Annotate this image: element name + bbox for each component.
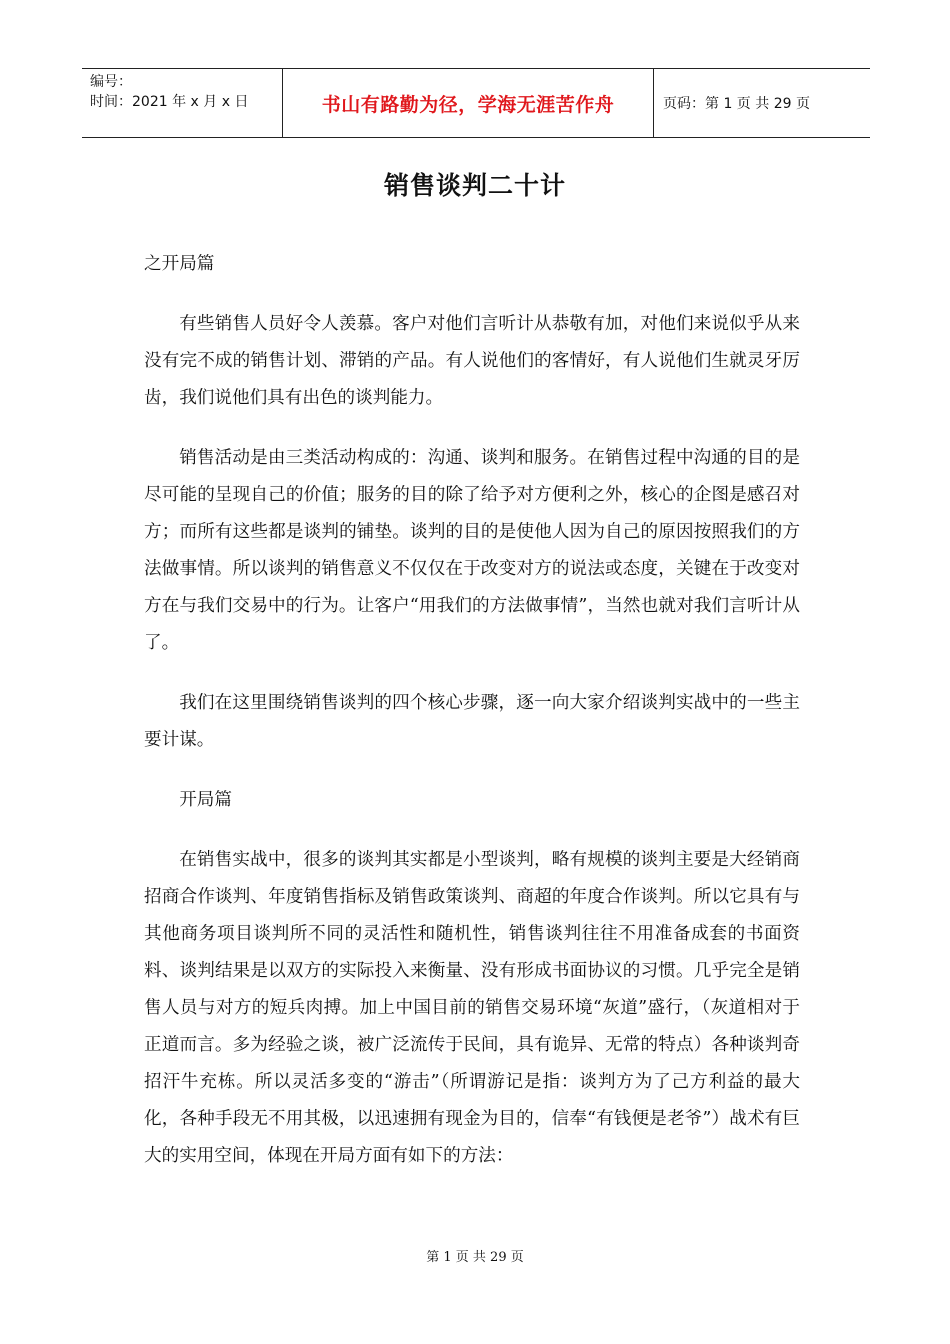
document-body [144,246,800,1198]
header-page-info: 页码：第 1 页 共 29 页 [663,96,810,112]
body-paragraph: 在销售实战中，很多的谈判其实都是小型谈判，略有规模的谈判主要是大经销商招商合作谈判、年度销售指标及销售政策谈判、商超的年度合作谈判。所以它具有与其他商务项目谈判所不同的灵活性和随机性，销售谈判往往不用准备成套的书面资料、谈判结果是以双方的实际投入来衡量、没有形成书面协议的习惯。几乎完全是销售人员与对方的短兵肉搏。加上中国目前的销售交易环境“灰道”盛行，（灰道相对于正道而言。多为经验之谈，被广泛流传于民间，具有诡异、无常的特点）各种谈判奇招汗牛充栋。所以灵活多变的“游击”（所谓游记是指：谈判方为了己方利益的最大化，各种手段无不用其极，以迅速拥有现金为目的，信奉“有钱便是老爷”）战术有巨大的实用空间，体现在开局方面有如下的方法： [144,850,800,1166]
section-heading: 开局篇 [179,790,232,810]
header-motto: 书山有路勤为径，学海无涯苦作舟 [282,69,654,137]
document-number-label: 编号： [90,74,132,90]
document-title: 销售谈判二十计 [383,171,566,200]
header-meta [82,69,282,137]
section-label: 之开局篇 [144,254,215,274]
page-header [82,68,870,138]
body-paragraph: 销售活动是由三类活动构成的：沟通、谈判和服务。在销售过程中沟通的目的是尽可能的呈现自己的价值；服务的目的除了给予对方便利之外，核心的企图是感召对方；而所有这些都是谈判的铺垫。谈判的目的是使他人因为自己的原因按照我们的方法做事情。所以谈判的销售意义不仅仅在于改变对方的说法或态度，关键在于改变对方在与我们交易中的行为。让客户“用我们的方法做事情”，当然也就对我们言听计从了。 [144,448,800,653]
body-paragraph: 我们在这里围绕销售谈判的四个核心步骤，逐一向大家介绍谈判实战中的一些主要计谋。 [144,693,800,750]
body-paragraph: 有些销售人员好令人羡慕。客户对他们言听计从恭敬有加，对他们来说似乎从来没有完不成的销售计划、滞销的产品。有人说他们的客情好，有人说他们生就灵牙厉齿，我们说他们具有出色的谈判能力。 [144,314,800,408]
page-footer: 第 1 页 共 29 页 [426,1250,524,1265]
document-date: 时间：2021 年 x 月 x 日 [90,94,249,110]
